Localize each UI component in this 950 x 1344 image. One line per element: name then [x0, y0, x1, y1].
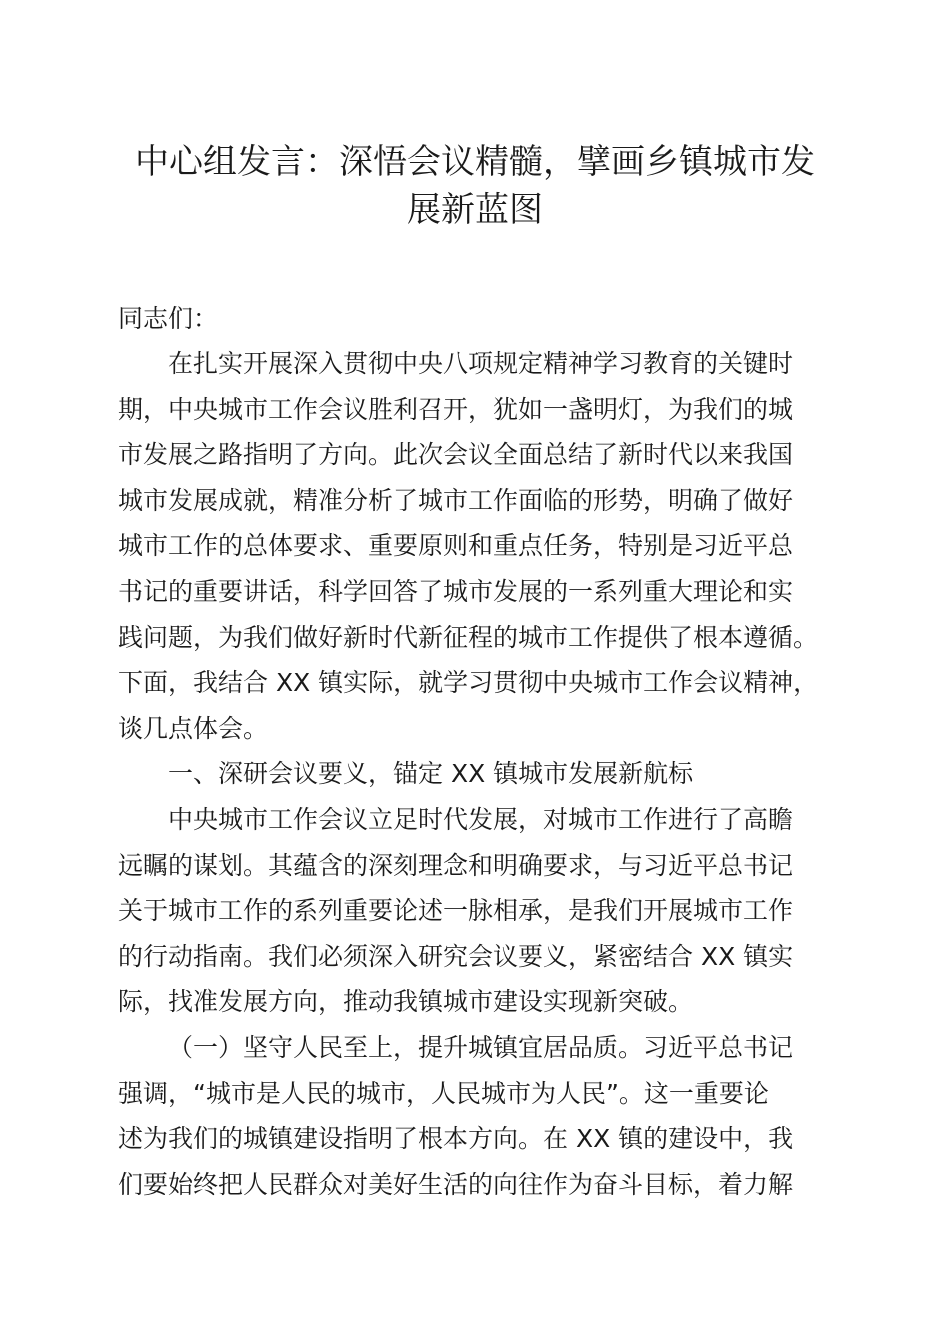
text-line: 强调，“城市是人民的城市，人民城市为人民”。这一重要论: [118, 1078, 769, 1108]
text-line: 期，中央城市工作会议胜利召开，犹如一盏明灯，为我们的城: [118, 394, 794, 424]
text-line: 城市工作的总体要求、重要原则和重点任务，特别是习近平总: [118, 531, 794, 561]
salutation: 同志们：: [118, 304, 219, 333]
text-line: 市发展之路指明了方向。此次会议全面总结了新时代以来我国: [118, 440, 794, 470]
text-line: 际，找准发展方向，推动我镇城市建设实现新突破。: [118, 987, 694, 1017]
text-line: 关于城市工作的系列重要论述一脉相承，是我们开展城市工作: [118, 896, 794, 926]
paragraph-subsection-1: [118, 1025, 832, 1207]
text-line: 述为我们的城镇建设指明了根本方向。在 XX 镇的建设中，我: [118, 1124, 794, 1154]
text-line: 下面，我结合 XX 镇实际，就学习贯彻中央城市工作会议精神，: [118, 668, 819, 698]
text-line: 城市发展成就，精准分析了城市工作面临的形势，明确了做好: [118, 485, 794, 515]
text-line: 践问题，为我们做好新时代新征程的城市工作提供了根本遵循。: [118, 622, 819, 652]
text-line: 们要始终把人民群众对美好生活的向往作为奋斗目标，着力解: [118, 1169, 794, 1199]
paragraph-intro: [118, 341, 832, 751]
section-heading-1: 一、深研会议要义，锚定 XX 镇城市发展新航标: [168, 759, 694, 789]
text-line: 中央城市工作会议立足时代发展，对城市工作进行了高瞻: [168, 804, 794, 834]
text-line: 书记的重要讲话，科学回答了城市发展的一系列重大理论和实: [118, 576, 794, 606]
title-line-1: 中心组发言：深悟会议精髓，擘画乡镇城市发: [135, 142, 815, 182]
document-title: [118, 138, 832, 234]
paragraph-section-1: [118, 797, 832, 1025]
title-line-2: 展新蓝图: [407, 190, 543, 230]
document-page: [118, 138, 832, 1207]
text-line: （一）坚守人民至上，提升城镇宜居品质。习近平总书记: [168, 1032, 794, 1062]
text-line: 谈几点体会。: [118, 713, 269, 743]
text-line: 远瞩的谋划。其蕴含的深刻理念和明确要求，与习近平总书记: [118, 850, 794, 880]
text-line: 的行动指南。我们必须深入研究会议要义，紧密结合 XX 镇实: [118, 941, 794, 971]
text-line: 在扎实开展深入贯彻中央八项规定精神学习教育的关键时: [168, 349, 794, 378]
